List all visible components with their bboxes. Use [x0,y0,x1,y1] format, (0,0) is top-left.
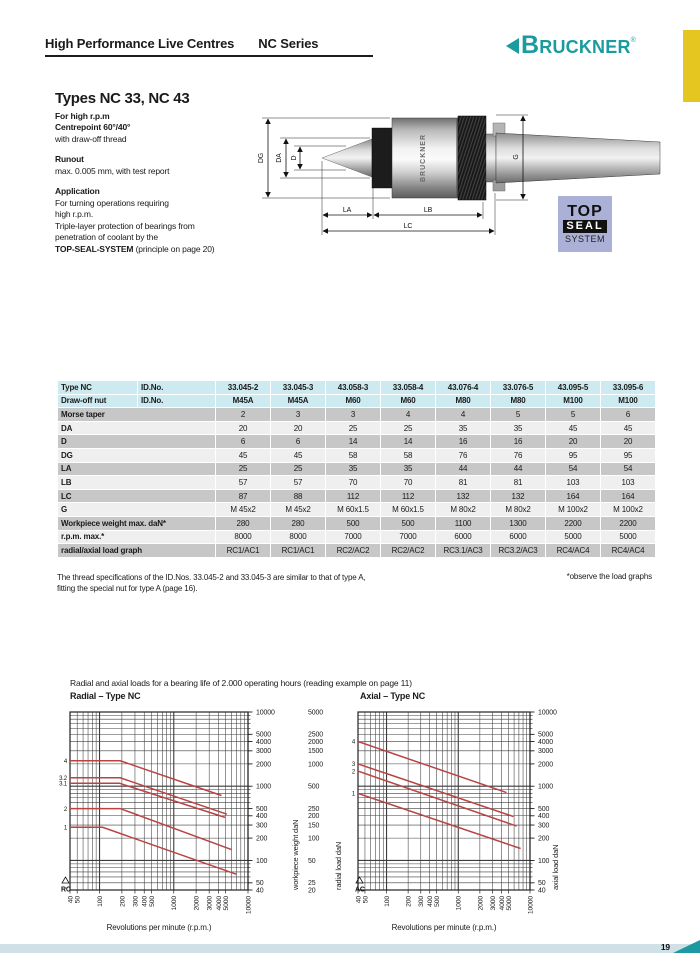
table-cell: M45A [216,395,270,408]
table-cell: M 80x2 [436,503,490,516]
table-cell: LA [58,463,215,476]
table-row [58,490,655,503]
table-cell: M80 [491,395,545,408]
table-cell: 43.058-3 [326,381,380,394]
axial-chart-title: Axial – Type NC [360,691,426,701]
svg-text:1500: 1500 [308,748,323,756]
table-header-row [58,381,655,394]
brand-name: BRUCKNER [521,31,631,59]
table-cell: 44 [491,463,545,476]
table-cell: RC2/AC2 [326,544,380,557]
table-cell: RC1/AC1 [271,544,325,557]
svg-text:40: 40 [256,887,264,895]
svg-text:200: 200 [405,896,413,907]
svg-text:4: 4 [63,759,67,766]
topseal-top: TOP [567,203,603,220]
svg-text:1000: 1000 [455,896,463,911]
table-cell: 33.058-4 [381,381,435,394]
table-cell: 25 [271,463,325,476]
table-cell: 5 [491,408,545,421]
svg-text:10000: 10000 [527,896,535,915]
table-cell: 25 [381,422,435,435]
types-heading: Types NC 33, NC 43 [55,90,190,107]
table-cell: 43.095-5 [546,381,600,394]
table-cell: 112 [381,490,435,503]
svg-text:150: 150 [308,822,320,830]
table-cell: 33.045-2 [216,381,270,394]
runout-text: max. 0.005 mm, with test report [55,165,170,176]
table-cell: 45 [601,422,655,435]
footer-bar [0,944,700,953]
table-cell: radial/axial load graph [58,544,215,557]
svg-text:50: 50 [74,896,82,904]
svg-text:25: 25 [308,880,316,888]
yellow-accent-bar [683,30,700,102]
svg-text:500: 500 [538,805,550,813]
svg-text:200: 200 [308,813,320,821]
table-cell: 88 [271,490,325,503]
svg-text:5000: 5000 [505,896,513,911]
svg-text:500: 500 [308,783,320,791]
topseal-system: SYSTEM [564,234,605,244]
table-cell: M 100x2 [546,503,600,516]
table-cell: 35 [381,463,435,476]
svg-text:200: 200 [538,835,550,843]
svg-text:3000: 3000 [489,896,497,911]
table-cell: 70 [326,476,380,489]
table-cell: 44 [436,463,490,476]
dim-label-lc: LC [403,223,413,230]
engraving-text: BRUCKNER [420,133,427,183]
table-cell: LC [58,490,215,503]
table-cell: M 80x2 [491,503,545,516]
svg-text:2000: 2000 [538,761,553,769]
table-row [58,503,655,516]
spec-table-wrap [57,380,656,558]
application-line: TOP-SEAL-SYSTEM (principle on page 20) [55,243,215,254]
table-cell: 54 [601,463,655,476]
application-line: penetration of coolant by the [55,232,158,242]
table-cell: 45 [546,422,600,435]
table-cell: D [58,435,215,448]
table-cell: Type NC [58,381,137,394]
table-cell: 164 [601,490,655,503]
table-row [58,463,655,476]
topseal-seal: SEAL [563,220,606,233]
table-row [58,544,655,557]
table-cell: RC3.2/AC3 [491,544,545,557]
svg-text:5000: 5000 [256,731,271,739]
table-cell: 81 [436,476,490,489]
radial-chart-title: Radial – Type NC [70,691,141,701]
svg-text:3000: 3000 [538,748,553,756]
table-cell: M80 [436,395,490,408]
svg-text:50: 50 [256,880,264,888]
svg-text:4000: 4000 [215,896,223,911]
dim-label-lb: LB [423,207,433,214]
dim-label-dg: DG [258,152,265,164]
svg-text:3000: 3000 [256,748,271,756]
table-cell: G [58,503,215,516]
table-cell: M100 [546,395,600,408]
table-cell: 164 [546,490,600,503]
table-cell: M 60x1.5 [381,503,435,516]
table-cell: DA [58,422,215,435]
top-seal-system-logo [558,196,612,252]
table-cell: RC2/AC2 [381,544,435,557]
table-note: The thread specifications of the ID.Nos. 33.045-2 and 33.045-3 are similar to that of type A, fitting the special nut for type A (page 16). [57,573,366,593]
svg-text:2: 2 [351,769,355,776]
table-cell: 25 [216,463,270,476]
table-cell: 3 [271,408,325,421]
svg-text:50: 50 [538,880,546,888]
table-cell: 33.076-5 [491,381,545,394]
table-cell: 57 [216,476,270,489]
svg-text:300: 300 [418,896,426,907]
svg-text:100: 100 [383,896,391,907]
table-cell: 132 [436,490,490,503]
table-cell: 6000 [491,531,545,544]
table-cell: 8000 [271,531,325,544]
table-cell: 7000 [381,531,435,544]
svg-text:100: 100 [538,857,550,865]
svg-text:400: 400 [141,896,149,907]
svg-text:1: 1 [351,791,355,798]
table-cell: 5000 [546,531,600,544]
table-cell: r.p.m. max.* [58,531,215,544]
svg-text:4000: 4000 [498,896,506,911]
svg-text:500: 500 [434,896,442,907]
table-cell: Workpiece weight max. daN* [58,517,215,530]
svg-text:10000: 10000 [256,709,275,717]
table-cell: 6000 [436,531,490,544]
brand-logo [506,31,636,59]
table-cell: DG [58,449,215,462]
table-cell: 103 [546,476,600,489]
svg-text:4000: 4000 [538,738,553,746]
svg-text:4000: 4000 [256,738,271,746]
svg-text:3: 3 [351,762,355,769]
table-row [58,422,655,435]
application-line: high r.p.m. [55,209,94,219]
table-cell: M60 [326,395,380,408]
table-cell: 6 [271,435,325,448]
svg-text:5000: 5000 [308,709,323,717]
footer-corner-triangle [673,940,700,953]
svg-text:500: 500 [148,896,156,907]
table-row [58,449,655,462]
table-cell: 280 [271,517,325,530]
svg-text:radial load daN: radial load daN [334,841,343,890]
dim-label-da: DA [276,153,283,163]
charts-intro: Radial and axial loads for a bearing life of 2.000 operating hours (reading example on page 11) [70,678,412,688]
svg-text:200: 200 [119,896,127,907]
dim-label-g: G [513,154,520,160]
centre-body [322,116,660,200]
table-cell: M 45x2 [271,503,325,516]
svg-text:2000: 2000 [477,896,485,911]
svg-text:RC: RC [61,886,71,894]
table-cell: 16 [491,435,545,448]
table-cell: 45 [271,449,325,462]
svg-text:4: 4 [351,739,355,746]
table-cell: 1300 [491,517,545,530]
header-rule [45,55,373,57]
table-cell: 7000 [326,531,380,544]
intro-block [55,90,260,255]
table-row [58,435,655,448]
svg-text:100: 100 [96,896,104,907]
dim-label-la: LA [342,207,352,214]
table-cell: RC1/AC1 [216,544,270,557]
left-arrow-icon [506,38,519,54]
svg-text:2000: 2000 [193,896,201,911]
table-cell: 132 [491,490,545,503]
table-cell: 76 [491,449,545,462]
table-cell: ID.No. [138,395,215,408]
table-cell: 45 [216,449,270,462]
page-title-series: NC Series [258,36,319,51]
registered-mark: ® [630,36,636,44]
svg-text:400: 400 [427,896,435,907]
svg-text:axial load daN: axial load daN [551,844,560,890]
svg-text:1000: 1000 [256,783,271,791]
page-title [45,36,318,51]
table-cell: M45A [271,395,325,408]
table-cell: Morse taper [58,408,215,421]
table-cell: 2 [216,408,270,421]
table-cell: 58 [381,449,435,462]
svg-text:2000: 2000 [308,738,323,746]
table-cell: ID.No. [138,381,215,394]
page-number: 19 [660,942,670,952]
svg-text:200: 200 [256,835,268,843]
table-cell: 4 [436,408,490,421]
intro-line: Centrepoint 60°/40° [55,122,131,132]
svg-text:100: 100 [256,857,268,865]
svg-text:100: 100 [308,835,320,843]
table-cell: 14 [326,435,380,448]
table-cell: 8000 [216,531,270,544]
svg-text:300: 300 [538,822,550,830]
svg-text:400: 400 [538,813,550,821]
table-cell: M 45x2 [216,503,270,516]
svg-text:2: 2 [63,806,67,813]
table-cell: 500 [326,517,380,530]
table-cell: 5000 [601,531,655,544]
table-cell: 112 [326,490,380,503]
svg-text:1000: 1000 [308,761,323,769]
table-cell: 14 [381,435,435,448]
table-header-row [58,395,655,408]
application-label: Application [55,186,100,196]
table-cell: 20 [271,422,325,435]
svg-text:40: 40 [538,887,546,895]
svg-text:2500: 2500 [308,731,323,739]
intro-line: with draw-off thread [55,133,127,144]
application-line: Triple-layer protection of bearings from [55,220,195,231]
svg-text:5000: 5000 [223,896,231,911]
table-row [58,408,655,421]
table-cell: 58 [326,449,380,462]
table-cell: 5 [546,408,600,421]
table-cell: 2200 [546,517,600,530]
runout-label: Runout [55,154,84,164]
table-cell: 20 [601,435,655,448]
table-cell: 76 [436,449,490,462]
page-title-main: High Performance Live Centres [45,36,235,51]
table-cell: 57 [271,476,325,489]
table-row [58,517,655,530]
svg-text:10000: 10000 [538,709,557,717]
table-cell: 3 [326,408,380,421]
svg-text:3.2: 3.2 [59,775,67,782]
table-row [58,531,655,544]
table-cell: M 100x2 [601,503,655,516]
svg-text:2000: 2000 [256,761,271,769]
table-cell: 81 [491,476,545,489]
svg-text:40: 40 [67,896,75,904]
svg-text:5000: 5000 [538,731,553,739]
table-cell: 16 [436,435,490,448]
svg-text:400: 400 [256,813,268,821]
table-cell: 20 [546,435,600,448]
table-cell: M100 [601,395,655,408]
table-cell: RC3.1/AC3 [436,544,490,557]
svg-text:Revolutions per minute (r.p.m.: Revolutions per minute (r.p.m.) [106,923,212,932]
dim-label-d: D [291,155,298,161]
svg-text:50: 50 [362,896,370,904]
table-cell: 95 [546,449,600,462]
svg-text:50: 50 [308,857,316,865]
svg-text:1000: 1000 [171,896,179,911]
table-cell: 25 [326,422,380,435]
svg-text:300: 300 [256,822,268,830]
spec-table [57,380,656,558]
table-cell: 35 [436,422,490,435]
svg-text:3000: 3000 [206,896,214,911]
table-cell: 500 [381,517,435,530]
svg-text:300: 300 [132,896,140,907]
svg-text:Revolutions per minute (r.p.m.: Revolutions per minute (r.p.m.) [391,923,497,932]
svg-text:40: 40 [355,896,363,904]
table-cell: RC4/AC4 [601,544,655,557]
table-cell: 20 [216,422,270,435]
table-cell: M60 [381,395,435,408]
load-graph-note: *observe the load graphs [566,572,652,581]
table-cell: 103 [601,476,655,489]
table-cell: 33.095-6 [601,381,655,394]
table-cell: 4 [381,408,435,421]
table-cell: M 60x1.5 [326,503,380,516]
axial-load-chart [350,706,650,946]
table-cell: 54 [546,463,600,476]
table-cell: Draw-off nut [58,395,137,408]
intro-line: For high r.p.m [55,110,110,121]
svg-text:10000: 10000 [245,896,253,915]
table-cell: RC4/AC4 [546,544,600,557]
table-cell: 280 [216,517,270,530]
table-cell: 1100 [436,517,490,530]
table-cell: 35 [326,463,380,476]
table-cell: 6 [216,435,270,448]
svg-text:250: 250 [308,805,320,813]
application-line: For turning operations requiring [55,197,169,208]
svg-text:3.1: 3.1 [59,781,67,788]
svg-text:500: 500 [256,805,268,813]
table-cell: LB [58,476,215,489]
radial-load-chart [55,706,355,946]
table-row [58,476,655,489]
table-cell: 87 [216,490,270,503]
svg-text:1: 1 [63,825,67,832]
table-cell: 70 [381,476,435,489]
svg-text:20: 20 [308,887,316,895]
table-cell: 2200 [601,517,655,530]
table-cell: 43.076-4 [436,381,490,394]
table-cell: 6 [601,408,655,421]
svg-text:AC: AC [355,886,365,894]
table-cell: 33.045-3 [271,381,325,394]
table-cell: 35 [491,422,545,435]
svg-text:workpiece weight daN: workpiece weight daN [291,819,300,890]
svg-text:1000: 1000 [538,783,553,791]
table-cell: 95 [601,449,655,462]
